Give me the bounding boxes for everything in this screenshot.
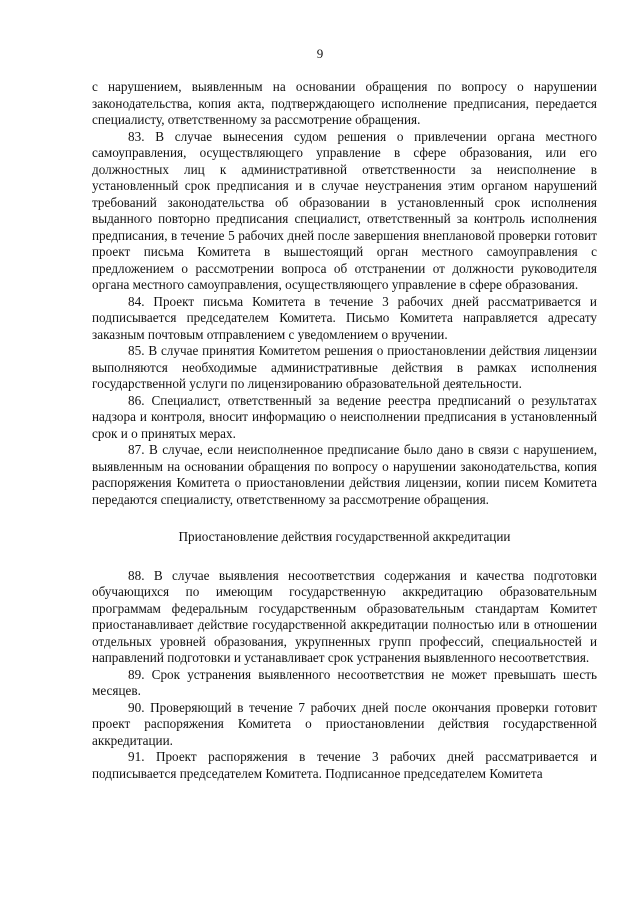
document-body [92,79,597,782]
section-heading: Приостановление действия государственной аккредитации [178,529,511,544]
paragraph-91: 91. Проект распоряжения в течение 3 рабочих дней рассматривается и подписывается председателем Комитета. Подписанное председателем Комитета [92,749,597,781]
paragraph-continuation: с нарушением, выявленным на основании обращения по вопросу о нарушении законодательства, копия акта, подтверждающего исполнение предписания, передается специалисту, ответственному за рассмотрение обращения. [92,79,597,127]
paragraph-85: 85. В случае принятия Комитетом решения о приостановлении действия лицензии выполняются необходимые административные действия в рамках исполнения государственной услуги по лицензированию образовательной деятельности. [92,343,597,391]
paragraph-90: 90. Проверяющий в течение 7 рабочих дней после окончания проверки готовит проект распоряжения Комитета о приостановлении действия государственной аккредитации. [92,699,597,748]
paragraph-84: 84. Проект письма Комитета в течение 3 рабочих дней рассматривается и подписывается председателем Комитета. Письмо Комитета направляется адресату заказным почтовым отправлением с уведомлением о вручении. [92,293,597,342]
paragraph-89: 89. Срок устранения выявленного несоответствия не может превышать шесть месяцев. [92,666,597,698]
paragraph-88: 88. В случае выявления несоответствия содержания и качества подготовки обучающихся по имеющим государственную аккредитацию образовательным программам федеральным государственным образовательным стандартам Комитет приостанавливает действие государственной аккредитации полностью или в отношении отдельных уровней образования, укрупненных групп профессий, специальностей и направлений подготовки и устанавливает срок устранения выявленного несоответствия. [92,567,597,665]
paragraph-87: 87. В случае, если неисполненное предписание было дано в связи с нарушением, выявленным на основании обращения по вопросу о нарушении законодательства, копия распоряжения Комитета о приостановлении действия лицензии, копии писем Комитета передаются специалисту, ответственному за рассмотрение обращения. [92,442,597,507]
paragraph-83: 83. В случае вынесения судом решения о привлечении органа местного самоуправления, осуществляющего управление в сфере образования, или его должностных лиц к административной ответственности за неисполнение в установленный срок предписания и в случае неустранения этим органом нарушений требований законодательства об образовании в установленный срок исполнения выданного повторно предписания специалист, ответственный за контроль исполнения предписания, в течение 5 рабочих дней после завершения внеплановой проверки готовит проект письма Комитета в вышестоящий орган местного самоуправления с предложением о рассмотрении вопроса об отстранении от должности руководителя органа местного самоуправления, осуществляющего управление в сфере образования. [92,128,597,292]
page-number: 9 [316,46,324,61]
paragraph-86: 86. Специалист, ответственный за ведение реестра предписаний о результатах надзора и контроля, вносит информацию о неисполнении предписания в установленный срок и о принятых мерах. [92,392,597,441]
